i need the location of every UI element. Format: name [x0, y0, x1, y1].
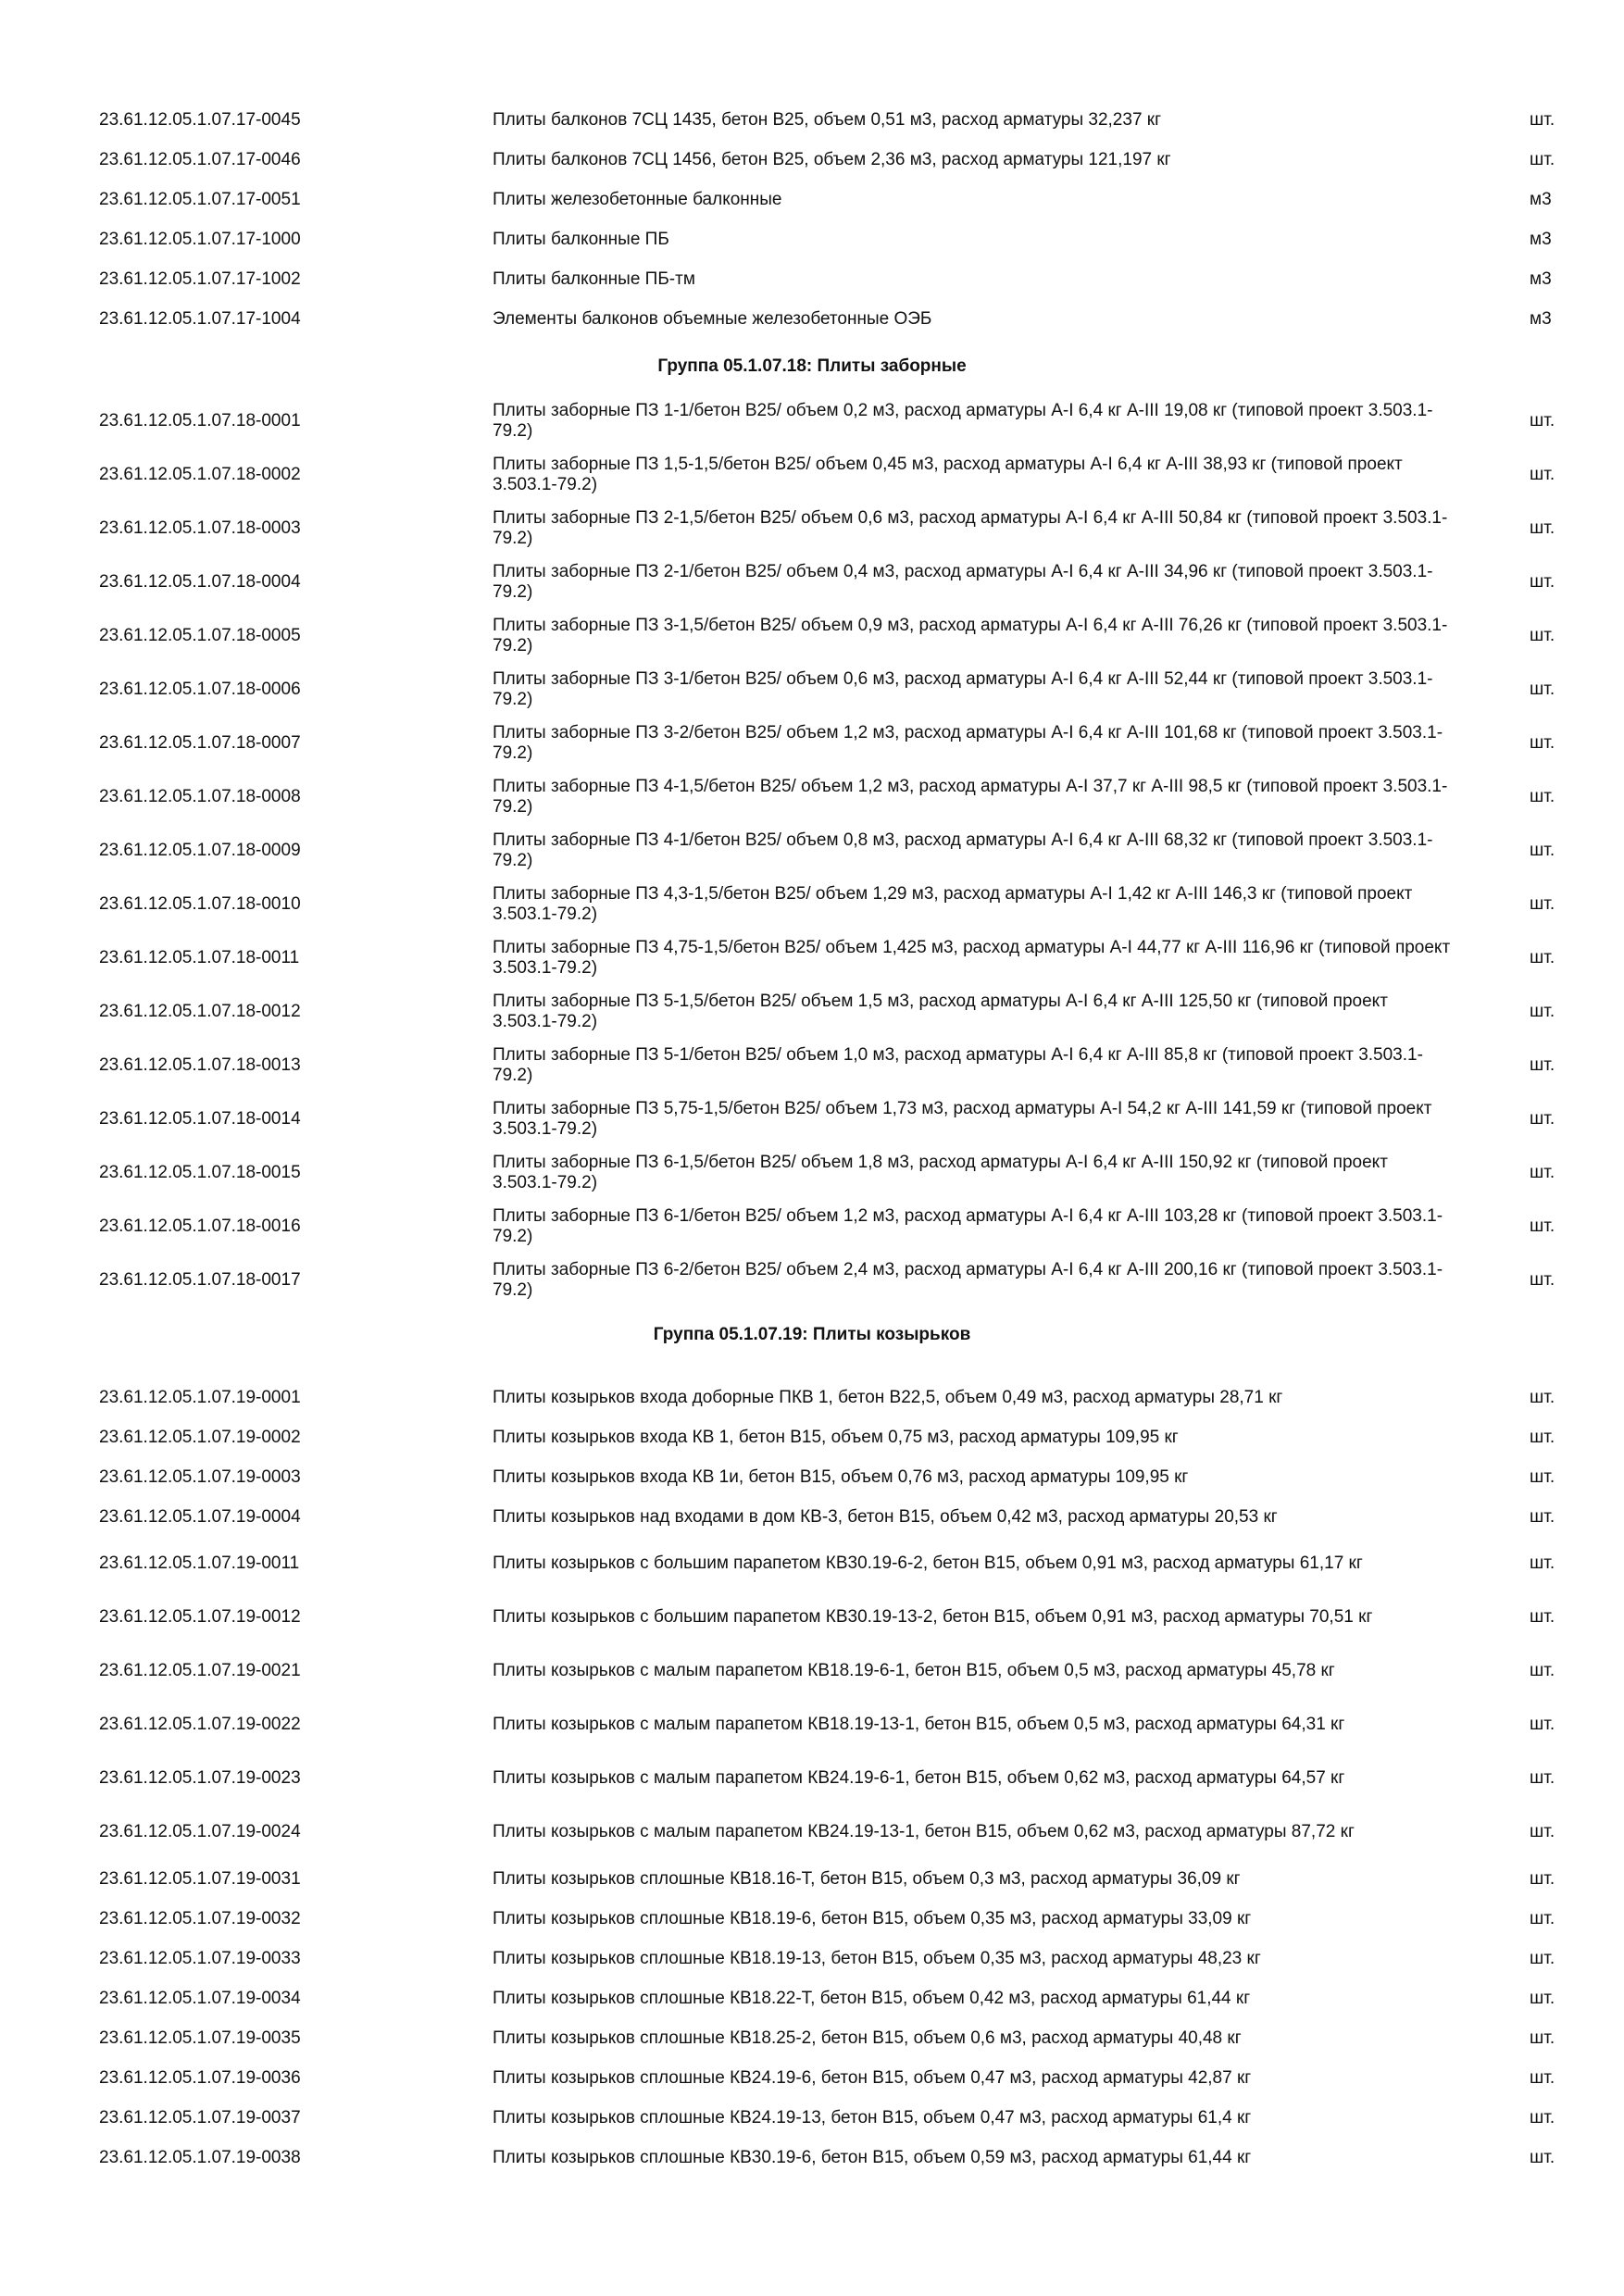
table-row	[0, 1939, 1624, 1978]
row-name: Плиты козырьков сплошные КВ24.19-6, бетон В15, объем 0,47 м3, расход арматуры 42,87 кг	[493, 2067, 1252, 2088]
row-unit: шт.	[1530, 1822, 1555, 1841]
row-name: Плиты козырьков с малым парапетом КВ24.19-13-1, бетон В15, объем 0,62 м3, расход арматуры 87,72 кг	[493, 1822, 1355, 1841]
row-code: 23.61.12.05.1.07.19-0003	[99, 1466, 301, 1487]
row-name: Плиты заборные ПЗ 2-1,5/бетон В25/ объем 0,6 м3, расход арматуры А-I 6,4 кг А-III 50,84 кг (типовой проект 3.503.1-79.2)	[493, 508, 1448, 548]
table-row	[0, 555, 1624, 609]
row-code: 23.61.12.05.1.07.19-0034	[99, 1988, 301, 2008]
row-name: Плиты козырьков с малым парапетом КВ24.19-6-1, бетон В15, объем 0,62 м3, расход арматуры 64,57 кг	[493, 1768, 1345, 1788]
table-row	[0, 394, 1624, 448]
row-code: 23.61.12.05.1.07.19-0035	[99, 2028, 301, 2048]
table-row	[0, 2138, 1624, 2177]
row-code: 23.61.12.05.1.07.19-0031	[99, 1868, 301, 1889]
row-code: 23.61.12.05.1.07.19-0012	[99, 1607, 301, 1627]
row-name: Плиты козырьков с большим парапетом КВ30.19-13-2, бетон В15, объем 0,91 м3, расход арматуры 70,51 кг	[493, 1607, 1373, 1627]
row-code: 23.61.12.05.1.07.17-0046	[99, 149, 301, 169]
row-code: 23.61.12.05.1.07.19-0038	[99, 2147, 301, 2167]
table-row	[0, 824, 1624, 878]
row-name: Плиты козырьков с малым парапетом КВ18.19-13-1, бетон В15, объем 0,5 м3, расход арматуры 64,31 кг	[493, 1715, 1345, 1734]
row-code: 23.61.12.05.1.07.18-0007	[99, 733, 301, 753]
table-row	[0, 1457, 1624, 1497]
row-code: 23.61.12.05.1.07.19-0021	[99, 1661, 301, 1680]
row-code: 23.61.12.05.1.07.19-0024	[99, 1822, 301, 1841]
row-unit: шт.	[1530, 948, 1555, 967]
row-code: 23.61.12.05.1.07.19-0011	[99, 1554, 300, 1573]
table-row	[0, 717, 1624, 770]
row-name: Плиты козырьков входа КВ 1, бетон В15, объем 0,75 м3, расход арматуры 109,95 кг	[493, 1427, 1179, 1447]
row-unit: шт.	[1530, 572, 1555, 592]
row-code: 23.61.12.05.1.07.18-0003	[99, 518, 301, 538]
table-row	[0, 1805, 1624, 1859]
section-balcony-plates	[0, 100, 1624, 339]
row-name: Плиты железобетонные балконные	[493, 189, 782, 209]
row-name: Плиты заборные ПЗ 6-1/бетон В25/ объем 1,2 м3, расход арматуры А-I 6,4 кг А-III 103,28 кг (типовой проект 3.503.1-79.2)	[493, 1206, 1443, 1246]
row-unit: шт.	[1530, 1554, 1555, 1573]
table-row	[0, 180, 1624, 219]
row-code: 23.61.12.05.1.07.18-0017	[99, 1270, 301, 1290]
row-code: 23.61.12.05.1.07.19-0023	[99, 1768, 301, 1788]
row-unit: шт.	[1530, 465, 1555, 484]
row-code: 23.61.12.05.1.07.19-0022	[99, 1715, 301, 1734]
row-name: Плиты козырьков сплошные КВ30.19-6, бетон В15, объем 0,59 м3, расход арматуры 61,44 кг	[493, 2147, 1252, 2167]
row-code: 23.61.12.05.1.07.19-0004	[99, 1506, 301, 1527]
table-row	[0, 1591, 1624, 1644]
row-unit: шт.	[1530, 2147, 1555, 2167]
row-name: Плиты козырьков входа доборные ПКВ 1, бетон В22,5, объем 0,49 м3, расход арматуры 28,71 кг	[493, 1387, 1283, 1407]
row-name: Плиты козырьков сплошные КВ18.25-2, бетон В15, объем 0,6 м3, расход арматуры 40,48 кг	[493, 2028, 1242, 2048]
row-unit: шт.	[1530, 2028, 1555, 2048]
table-row	[0, 1752, 1624, 1805]
table-row	[0, 985, 1624, 1039]
table-row	[0, 1200, 1624, 1254]
row-unit: м3	[1530, 308, 1552, 329]
row-code: 23.61.12.05.1.07.18-0015	[99, 1163, 301, 1182]
row-code: 23.61.12.05.1.07.18-0011	[99, 948, 300, 967]
row-unit: шт.	[1530, 1661, 1555, 1680]
row-code: 23.61.12.05.1.07.18-0008	[99, 787, 301, 806]
row-unit: шт.	[1530, 1868, 1555, 1889]
row-code: 23.61.12.05.1.07.18-0005	[99, 626, 301, 645]
group-spacer	[0, 1363, 1624, 1378]
row-unit: шт.	[1530, 894, 1555, 914]
table-row	[0, 100, 1624, 140]
row-name: Плиты заборные ПЗ 5,75-1,5/бетон В25/ объем 1,73 м3, расход арматуры А-I 54,2 кг А-III 141,59 кг (типовой проект 3.503.1-79.2)	[493, 1099, 1432, 1139]
row-code: 23.61.12.05.1.07.17-0051	[99, 189, 301, 209]
table-row	[0, 1899, 1624, 1939]
row-unit: шт.	[1530, 1163, 1555, 1182]
row-name: Плиты заборные ПЗ 2-1/бетон В25/ объем 0,4 м3, расход арматуры А-I 6,4 кг А-III 34,96 кг (типовой проект 3.503.1-79.2)	[493, 562, 1433, 602]
row-code: 23.61.12.05.1.07.18-0014	[99, 1109, 301, 1129]
table-row	[0, 931, 1624, 985]
row-unit: шт.	[1530, 1715, 1555, 1734]
row-name: Плиты балконные ПБ	[493, 229, 669, 249]
table-row	[0, 1039, 1624, 1092]
row-unit: шт.	[1530, 1988, 1555, 2008]
row-name: Плиты козырьков сплошные КВ18.19-6, бетон В15, объем 0,35 м3, расход арматуры 33,09 кг	[493, 1908, 1252, 1928]
row-unit: шт.	[1530, 733, 1555, 753]
table-row	[0, 1644, 1624, 1698]
row-name: Плиты заборные ПЗ 1-1/бетон В25/ объем 0,2 м3, расход арматуры А-I 6,4 кг А-III 19,08 кг (типовой проект 3.503.1-79.2)	[493, 401, 1433, 441]
row-unit: шт.	[1530, 1466, 1555, 1487]
table-row	[0, 1146, 1624, 1200]
row-unit: шт.	[1530, 841, 1555, 860]
row-code: 23.61.12.05.1.07.17-1004	[99, 308, 301, 329]
row-unit: шт.	[1530, 1217, 1555, 1236]
table-row	[0, 259, 1624, 299]
row-code: 23.61.12.05.1.07.18-0016	[99, 1217, 301, 1236]
row-code: 23.61.12.05.1.07.19-0002	[99, 1427, 301, 1447]
row-unit: шт.	[1530, 1908, 1555, 1928]
row-code: 23.61.12.05.1.07.19-0032	[99, 1908, 301, 1928]
row-code: 23.61.12.05.1.07.18-0013	[99, 1055, 301, 1075]
row-unit: шт.	[1530, 109, 1555, 130]
group-title-fence-plates: Группа 05.1.07.18: Плиты заборные	[657, 356, 967, 376]
table-row	[0, 1497, 1624, 1537]
table-row	[0, 770, 1624, 824]
row-unit: шт.	[1530, 680, 1555, 699]
row-name: Плиты заборные ПЗ 4-1/бетон В25/ объем 0,8 м3, расход арматуры А-I 6,4 кг А-III 68,32 кг (типовой проект 3.503.1-79.2)	[493, 830, 1433, 870]
row-name: Плиты заборные ПЗ 4-1,5/бетон В25/ объем 1,2 м3, расход арматуры А-I 37,7 кг А-III 98,5 кг (типовой проект 3.503.1-79.2)	[493, 777, 1448, 817]
table-row	[0, 299, 1624, 339]
table-row	[0, 1092, 1624, 1146]
row-name: Плиты заборные ПЗ 3-2/бетон В25/ объем 1,2 м3, расход арматуры А-I 6,4 кг А-III 101,68 кг (типовой проект 3.503.1-79.2)	[493, 723, 1443, 763]
row-unit: шт.	[1530, 1768, 1555, 1788]
row-code: 23.61.12.05.1.07.18-0006	[99, 680, 301, 699]
row-name: Плиты балконов 7СЦ 1456, бетон В25, объем 2,36 м3, расход арматуры 121,197 кг	[493, 149, 1171, 169]
table-row	[0, 1978, 1624, 2018]
row-name: Плиты козырьков с малым парапетом КВ18.19-6-1, бетон В15, объем 0,5 м3, расход арматуры 45,78 кг	[493, 1661, 1335, 1680]
row-unit: шт.	[1530, 1002, 1555, 1021]
row-unit: м3	[1530, 229, 1552, 249]
row-name: Плиты заборные ПЗ 6-1,5/бетон В25/ объем 1,8 м3, расход арматуры А-I 6,4 кг А-III 150,92 кг (типовой проект 3.503.1-79.2)	[493, 1153, 1388, 1192]
table-row	[0, 663, 1624, 717]
row-name: Плиты балконные ПБ-тм	[493, 268, 695, 289]
table-row	[0, 1859, 1624, 1899]
table-row	[0, 1417, 1624, 1457]
table-row	[0, 448, 1624, 502]
row-unit: шт.	[1530, 2107, 1555, 2128]
row-code: 23.61.12.05.1.07.18-0009	[99, 841, 301, 860]
section-fence-plates	[0, 394, 1624, 1307]
row-name: Плиты заборные ПЗ 5-1,5/бетон В25/ объем 1,5 м3, расход арматуры А-I 6,4 кг А-III 125,50 кг (типовой проект 3.503.1-79.2)	[493, 992, 1388, 1031]
row-name: Плиты заборные ПЗ 5-1/бетон В25/ объем 1,0 м3, расход арматуры А-I 6,4 кг А-III 85,8 кг (типовой проект 3.503.1-79.2)	[493, 1045, 1423, 1085]
row-code: 23.61.12.05.1.07.18-0010	[99, 894, 301, 914]
table-row	[0, 140, 1624, 180]
row-name: Плиты козырьков сплошные КВ18.22-Т, бетон В15, объем 0,42 м3, расход арматуры 61,44 кг	[493, 1988, 1251, 2008]
row-code: 23.61.12.05.1.07.17-1002	[99, 268, 301, 289]
row-name: Плиты козырьков с большим парапетом КВ30.19-6-2, бетон В15, объем 0,91 м3, расход арматуры 61,17 кг	[493, 1554, 1363, 1573]
row-code: 23.61.12.05.1.07.19-0033	[99, 1948, 301, 1968]
row-unit: шт.	[1530, 626, 1555, 645]
row-code: 23.61.12.05.1.07.18-0012	[99, 1002, 301, 1021]
row-name: Плиты козырьков сплошные КВ24.19-13, бетон В15, объем 0,47 м3, расход арматуры 61,4 кг	[493, 2107, 1252, 2128]
table-row	[0, 219, 1624, 259]
row-unit: м3	[1530, 268, 1552, 289]
row-name: Плиты козырьков сплошные КВ18.19-13, бетон В15, объем 0,35 м3, расход арматуры 48,23 кг	[493, 1948, 1261, 1968]
row-unit: м3	[1530, 189, 1552, 209]
row-name: Плиты заборные ПЗ 3-1/бетон В25/ объем 0,6 м3, расход арматуры А-I 6,4 кг А-III 52,44 кг (типовой проект 3.503.1-79.2)	[493, 669, 1433, 709]
table-row	[0, 502, 1624, 555]
table-row	[0, 2058, 1624, 2098]
row-name: Плиты заборные ПЗ 4,3-1,5/бетон В25/ объем 1,29 м3, расход арматуры А-I 1,42 кг А-III 146,3 кг (типовой проект 3.503.1-79.2)	[493, 884, 1413, 924]
row-name: Плиты заборные ПЗ 1,5-1,5/бетон В25/ объем 0,45 м3, расход арматуры А-I 6,4 кг А-III 38,93 кг (типовой проект 3.503.1-79.2)	[493, 455, 1403, 494]
group-title-canopy-plates: Группа 05.1.07.19: Плиты козырьков	[653, 1325, 971, 1344]
row-name: Плиты козырьков над входами в дом КВ-3, бетон В15, объем 0,42 м3, расход арматуры 20,53 кг	[493, 1506, 1278, 1527]
row-code: 23.61.12.05.1.07.19-0036	[99, 2067, 301, 2088]
row-unit: шт.	[1530, 1607, 1555, 1627]
row-name: Плиты заборные ПЗ 3-1,5/бетон В25/ объем 0,9 м3, расход арматуры А-I 6,4 кг А-III 76,26 кг (типовой проект 3.503.1-79.2)	[493, 616, 1448, 655]
row-name: Плиты заборные ПЗ 4,75-1,5/бетон В25/ объем 1,425 м3, расход арматуры А-I 44,77 кг А-III 116,96 кг (типовой проект 3.503.1-79.2)	[493, 938, 1451, 978]
row-unit: шт.	[1530, 1387, 1555, 1407]
row-name: Плиты балконов 7СЦ 1435, бетон В25, объем 0,51 м3, расход арматуры 32,237 кг	[493, 109, 1162, 130]
row-unit: шт.	[1530, 787, 1555, 806]
row-unit: шт.	[1530, 1109, 1555, 1129]
row-unit: шт.	[1530, 1948, 1555, 1968]
row-code: 23.61.12.05.1.07.18-0002	[99, 465, 301, 484]
row-code: 23.61.12.05.1.07.19-0037	[99, 2107, 301, 2128]
row-code: 23.61.12.05.1.07.18-0001	[99, 411, 301, 430]
row-unit: шт.	[1530, 1055, 1555, 1075]
table-row	[0, 1698, 1624, 1752]
section-canopy-plates	[0, 1378, 1624, 2177]
row-name: Плиты козырьков входа КВ 1и, бетон В15, объем 0,76 м3, расход арматуры 109,95 кг	[493, 1466, 1189, 1487]
row-code: 23.61.12.05.1.07.19-0001	[99, 1387, 301, 1407]
row-unit: шт.	[1530, 2067, 1555, 2088]
row-code: 23.61.12.05.1.07.18-0004	[99, 572, 301, 592]
table-row	[0, 1254, 1624, 1307]
row-name: Плиты заборные ПЗ 6-2/бетон В25/ объем 2,4 м3, расход арматуры А-I 6,4 кг А-III 200,16 кг (типовой проект 3.503.1-79.2)	[493, 1260, 1443, 1300]
row-code: 23.61.12.05.1.07.17-1000	[99, 229, 301, 249]
row-unit: шт.	[1530, 411, 1555, 430]
table-row	[0, 1378, 1624, 1417]
row-code: 23.61.12.05.1.07.17-0045	[99, 109, 301, 130]
document-page	[0, 100, 1624, 2177]
row-unit: шт.	[1530, 1427, 1555, 1447]
table-row	[0, 2098, 1624, 2138]
table-row	[0, 1537, 1624, 1591]
table-row	[0, 609, 1624, 663]
row-unit: шт.	[1530, 1506, 1555, 1527]
row-unit: шт.	[1530, 1270, 1555, 1290]
row-name: Плиты козырьков сплошные КВ18.16-Т, бетон В15, объем 0,3 м3, расход арматуры 36,09 кг	[493, 1868, 1241, 1889]
row-unit: шт.	[1530, 518, 1555, 538]
table-row	[0, 878, 1624, 931]
table-row	[0, 2018, 1624, 2058]
row-name: Элементы балконов объемные железобетонные ОЭБ	[493, 308, 932, 329]
row-unit: шт.	[1530, 149, 1555, 169]
